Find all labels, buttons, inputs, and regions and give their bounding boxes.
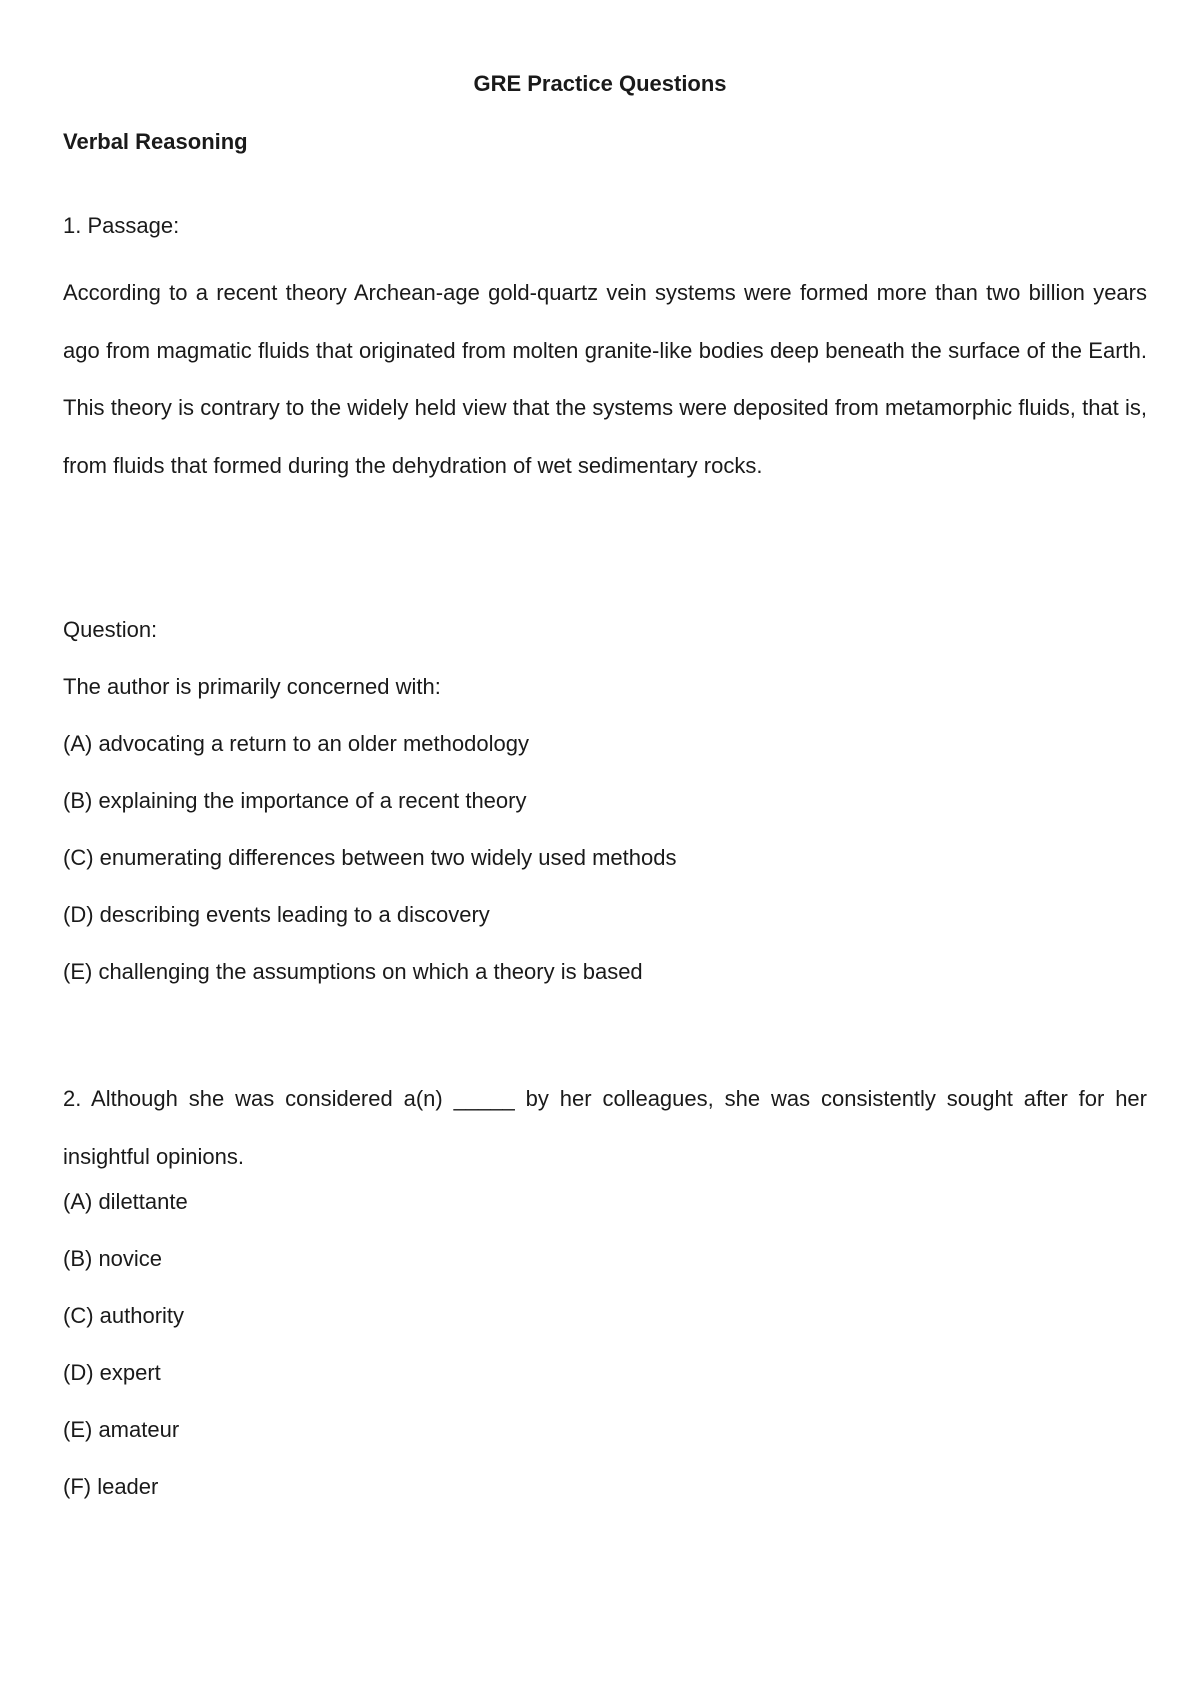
question-1-passage: According to a recent theory Archean-age gold-quartz vein systems were formed more than two billion years ago from magmatic fluids that originated from molten granite-like bodies deep beneath the surface of the Earth. This theory is contrary to the widely held view that the systems were deposited from metamorphic fluids, that is, from fluids that formed during the dehydration of wet sedimentary rocks. xyxy=(63,280,1147,478)
question-2-option-d: (D) expert xyxy=(63,1360,161,1385)
question-2-option-b: (B) novice xyxy=(63,1246,163,1271)
question-1-option-e: (E) challenging the assumptions on which a theory is based xyxy=(63,959,643,984)
question-2-option-f: (F) leader xyxy=(63,1474,159,1499)
question-1-option-a: (A) advocating a return to an older methodology xyxy=(63,731,529,756)
question-2-option-e: (E) amateur xyxy=(63,1417,180,1442)
question-2-stem: 2. Although she was considered a(n) _____ by her colleagues, she was consistently sought after for her insightful opinions. xyxy=(63,1086,1147,1169)
question-2-option-a: (A) dilettante xyxy=(63,1189,188,1214)
question-1-option-c: (C) enumerating differences between two widely used methods xyxy=(63,845,677,870)
question-label: Question: xyxy=(63,617,158,642)
question-1-heading: 1. Passage: xyxy=(63,213,180,238)
question-1-prompt: The author is primarily concerned with: xyxy=(63,674,441,699)
question-1-option-b: (B) explaining the importance of a recent theory xyxy=(63,788,527,813)
document-title: GRE Practice Questions xyxy=(473,71,727,96)
question-1-option-d: (D) describing events leading to a discovery xyxy=(63,902,490,927)
question-2-option-c: (C) authority xyxy=(63,1303,185,1328)
section-heading: Verbal Reasoning xyxy=(63,129,248,154)
